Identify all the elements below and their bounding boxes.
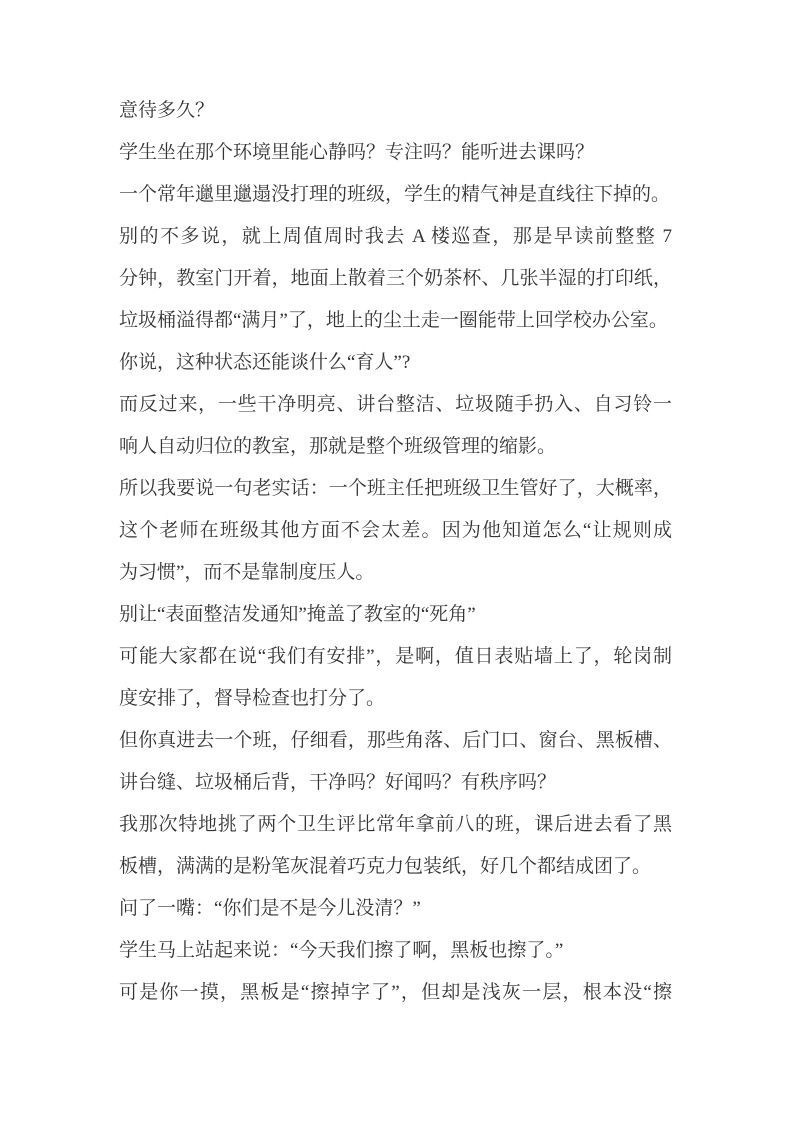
text-line: 可是你一摸，黑板是“擦掉字了”，但却是浅灰一层，根本没“擦 bbox=[119, 982, 672, 1003]
text-line: 垃圾桶溢得都“满月”了，地上的尘土走一圈能带上回学校办公室。 bbox=[119, 310, 668, 331]
text-line: 度安排了，督导检查也打分了。 bbox=[119, 688, 386, 709]
text-line: 讲台缝、垃圾桶后背，干净吗？好闻吗？有秩序吗？ bbox=[119, 772, 557, 793]
text-line: 意待多久？ bbox=[119, 100, 215, 121]
text-line: 板槽，满满的是粉笔灰混着巧克力包装纸，好几个都结成团了。 bbox=[119, 856, 652, 877]
text-line: 别的不多说，就上周值周时我去 A 楼巡查，那是早读前整整 7 bbox=[119, 226, 672, 247]
text-line: 我那次特地挑了两个卫生评比常年拿前八的班，课后进去看了黑 bbox=[119, 814, 672, 835]
text-line: 学生坐在那个环境里能心静吗？专注吗？能听进去课吗？ bbox=[119, 142, 595, 163]
text-line: 所以我要说一句老实话：一个班主任把班级卫生管好了，大概率， bbox=[119, 478, 672, 499]
text-line: 分钟，教室门开着，地面上散着三个奶茶杯、几张半湿的打印纸， bbox=[119, 268, 672, 289]
text-line: 但你真进去一个班，仔细看，那些角落、后门口、窗台、黑板槽、 bbox=[119, 730, 672, 751]
text-line: 一个常年邋里邋遢没打理的班级，学生的精气神是直线往下掉的。 bbox=[119, 184, 671, 205]
text-line: 学生马上站起来说：“今天我们擦了啊，黑板也擦了。” bbox=[119, 940, 564, 961]
text-line: 为习惯”，而不是靠制度压人。 bbox=[119, 562, 375, 583]
text-line: 而反过来，一些干净明亮、讲台整洁、垃圾随手扔入、自习铃一 bbox=[119, 394, 672, 415]
document-text-block bbox=[119, 90, 672, 1014]
text-line: 问了一嘴：“你们是不是今儿没清？” bbox=[119, 898, 421, 919]
text-line: 别让“表面整洁发通知”掩盖了教室的“死角” bbox=[119, 604, 476, 625]
text-line: 响人自动归位的教室，那就是整个班级管理的缩影。 bbox=[119, 436, 557, 457]
text-line: 这个老师在班级其他方面不会太差。因为他知道怎么“让规则成 bbox=[119, 520, 672, 541]
text-line: 你说，这种状态还能谈什么“育人”? bbox=[119, 352, 411, 373]
text-line: 可能大家都在说“我们有安排”，是啊，值日表贴墙上了，轮岗制 bbox=[119, 646, 672, 667]
